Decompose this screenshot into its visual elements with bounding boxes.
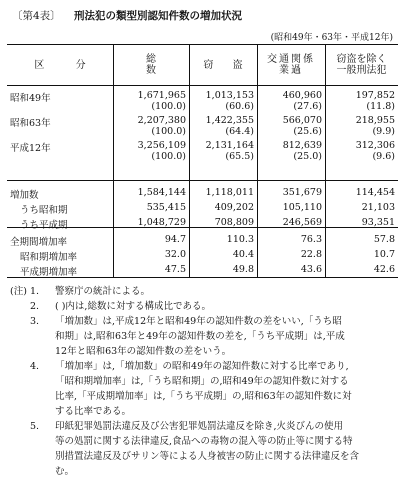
note-text: ( )内は,総数に対する構成比である。 bbox=[55, 301, 211, 312]
note-number: 1. bbox=[30, 286, 40, 297]
note-item bbox=[10, 284, 400, 299]
cell-total: 1,584,144 bbox=[137, 187, 186, 198]
row-label: 増加数 bbox=[10, 190, 39, 201]
header-category: 区 分 bbox=[34, 59, 100, 71]
cell-other-ratio: (9.6) bbox=[372, 151, 395, 162]
cell-other: 114,454 bbox=[355, 187, 395, 198]
cell-other: 42.6 bbox=[373, 264, 395, 275]
cell-theft: 49.8 bbox=[232, 264, 254, 275]
note-text: 「増加率」は,「増加数」の昭和49年の認知件数に対する比率であり, 「昭和期増加率」は,「うち昭和期」の,昭和49年の認知件数に対する 比率,「平成期増加率」は,「うち平成期」の,昭和63年の認知件数に対 する比率である。 bbox=[55, 361, 352, 417]
table-number: 〔第4表〕 bbox=[12, 10, 61, 22]
table-header bbox=[7, 45, 398, 86]
notes-label: (注) bbox=[10, 286, 27, 297]
cell-traffic-ratio: (25.0) bbox=[293, 151, 322, 162]
column-divider bbox=[189, 45, 190, 277]
cell-traffic: 105,110 bbox=[282, 202, 322, 213]
note-item bbox=[10, 359, 400, 419]
cell-total: 3,256,109 bbox=[137, 140, 186, 151]
note-item bbox=[10, 419, 400, 479]
note-text: 警察庁の統計による。 bbox=[55, 286, 151, 297]
cell-total-ratio: (100.0) bbox=[151, 151, 186, 162]
section-divider bbox=[7, 180, 398, 181]
cell-theft: 40.4 bbox=[232, 249, 254, 260]
cell-total: 1,671,965 bbox=[137, 90, 186, 101]
note-text: 印紙犯罪処罰法違反及び公害犯罪処罰法違反を除き,火炎びんの使用 等の処罰に関する法律違反,食品への毒物の混入等の防止等に関する特 別措置法違反及びサリン等による人身被害の防止に関する法律違反を含 む。 bbox=[55, 421, 360, 477]
note-text: 「増加数」は,平成12年と昭和49年の認知件数の差をいい,「うち昭 和期」は,昭和63年と49年の認知件数の差を,「うち平成期」は,平成 12年と昭和63年の認知件数の差をいう。 bbox=[55, 316, 345, 357]
cell-total: 2,207,380 bbox=[137, 115, 186, 126]
column-divider bbox=[325, 45, 326, 277]
column-divider bbox=[257, 45, 258, 277]
cell-other: 21,103 bbox=[361, 202, 395, 213]
header-traffic: 交通関係 業過 bbox=[267, 54, 315, 76]
row-label: うち昭和期 bbox=[20, 205, 68, 216]
cell-traffic: 460,960 bbox=[282, 90, 322, 101]
cell-theft: 1,118,011 bbox=[205, 187, 254, 198]
cell-traffic: 22.8 bbox=[300, 249, 322, 260]
row-label: 昭和63年 bbox=[10, 118, 51, 129]
cell-total: 47.5 bbox=[164, 264, 186, 275]
cell-other: 57.8 bbox=[373, 234, 395, 245]
period-caption: (昭和49年・63年・平成12年) bbox=[270, 33, 393, 43]
note-number: 2. bbox=[30, 301, 40, 312]
row-label: 昭和49年 bbox=[10, 93, 51, 104]
column-divider bbox=[113, 45, 114, 277]
note-item bbox=[10, 299, 400, 314]
cell-other: 197,852 bbox=[355, 90, 395, 101]
cell-traffic: 351,679 bbox=[282, 187, 322, 198]
cell-other-ratio: (9.9) bbox=[372, 126, 395, 137]
cell-total-ratio: (100.0) bbox=[151, 126, 186, 137]
cell-traffic: 43.6 bbox=[300, 264, 322, 275]
cell-other: 218,955 bbox=[355, 115, 395, 126]
row-label: 全期間増加率 bbox=[10, 237, 68, 248]
cell-theft: 2,131,164 bbox=[205, 140, 254, 151]
cell-theft-ratio: (65.5) bbox=[225, 151, 254, 162]
cell-theft: 409,202 bbox=[214, 202, 254, 213]
row-label: 昭和期増加率 bbox=[20, 252, 78, 263]
table-title bbox=[12, 8, 242, 23]
notes-section bbox=[10, 284, 400, 479]
cell-other: 312,306 bbox=[355, 140, 395, 151]
cell-other-ratio: (11.8) bbox=[366, 101, 395, 112]
note-item bbox=[10, 314, 400, 359]
table-title-text: 刑法犯の類型別認知件数の増加状況 bbox=[74, 10, 243, 22]
cell-traffic: 812,639 bbox=[282, 140, 322, 151]
note-number: 3. bbox=[30, 316, 40, 327]
cell-traffic: 566,070 bbox=[282, 115, 322, 126]
note-number: 5. bbox=[30, 421, 40, 432]
notes-list bbox=[10, 284, 400, 479]
cell-traffic-ratio: (27.6) bbox=[293, 101, 322, 112]
cell-total: 1,048,729 bbox=[137, 217, 186, 228]
cell-theft: 110.3 bbox=[226, 234, 254, 245]
cell-total: 535,415 bbox=[146, 202, 186, 213]
row-label: 平成期増加率 bbox=[20, 267, 78, 278]
cell-theft: 1,422,355 bbox=[205, 115, 254, 126]
cell-total: 94.7 bbox=[164, 234, 186, 245]
cell-theft: 708,809 bbox=[214, 217, 254, 228]
cell-total-ratio: (100.0) bbox=[151, 101, 186, 112]
header-theft: 窃 盗 bbox=[203, 59, 251, 71]
cell-traffic: 76.3 bbox=[300, 234, 322, 245]
header-total: 総 数 bbox=[146, 54, 170, 76]
cell-traffic-ratio: (25.6) bbox=[293, 126, 322, 137]
cell-other: 93,351 bbox=[361, 217, 395, 228]
cell-traffic: 246,569 bbox=[282, 217, 322, 228]
cell-other: 10.7 bbox=[373, 249, 395, 260]
note-number: 4. bbox=[30, 361, 40, 372]
statistics-table bbox=[7, 44, 398, 278]
header-other: 窃盗を除く 一般刑法犯 bbox=[336, 54, 387, 76]
cell-theft-ratio: (60.6) bbox=[225, 101, 254, 112]
cell-theft-ratio: (64.4) bbox=[225, 126, 254, 137]
row-label: 平成12年 bbox=[10, 143, 51, 154]
row-label: うち平成期 bbox=[20, 220, 68, 231]
cell-total: 32.0 bbox=[164, 249, 186, 260]
cell-theft: 1,013,153 bbox=[205, 90, 254, 101]
